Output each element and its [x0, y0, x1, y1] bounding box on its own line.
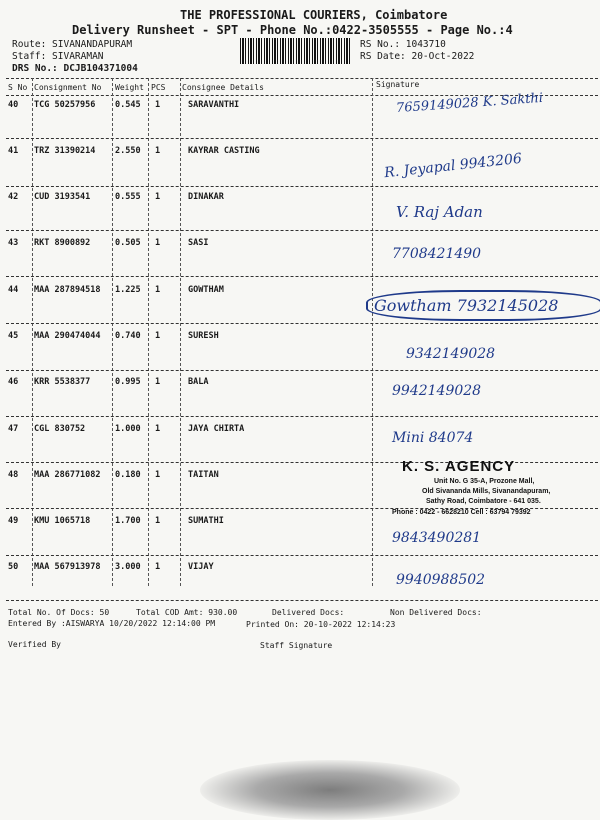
signature-row-44: Gowtham 7932145028	[366, 290, 600, 321]
row-rule	[6, 370, 598, 371]
row-pcs: 1	[155, 470, 161, 480]
total-docs: Total No. Of Docs: 50	[8, 608, 110, 617]
row-consignee: SASI	[188, 238, 209, 248]
route-label: Route: SIVANANDAPURAM	[12, 39, 133, 50]
row-sno: 46	[8, 377, 19, 387]
row-weight: 0.505	[115, 238, 141, 248]
row-rule	[6, 276, 598, 277]
row-consignee: GOWTHAM	[188, 285, 224, 295]
staff-signature: Staff Signature	[260, 641, 333, 650]
drs-number: DRS No.: DCJB104371004	[12, 63, 138, 74]
col-sno: S No	[8, 83, 28, 92]
row-sno: 47	[8, 424, 19, 434]
table-row	[0, 562, 600, 608]
row-sno: 40	[8, 100, 19, 110]
row-weight: 1.700	[115, 516, 141, 526]
signature-row-49: 9843490281	[392, 530, 482, 546]
col-pcs: PCS	[151, 83, 166, 92]
signature-row-50: 9940988502	[396, 572, 486, 588]
row-weight: 0.180	[115, 470, 141, 480]
signature-row-46: 9942149028	[392, 383, 482, 399]
row-pcs: 1	[155, 238, 161, 248]
row-pcs: 1	[155, 285, 161, 295]
row-consignee: JAYA CHIRTA	[188, 424, 245, 434]
row-pcs: 1	[155, 146, 161, 156]
stamp-address-line: Sathy Road, Coimbatore - 641 035.	[426, 498, 541, 505]
stamp-address-line: Old Sivananda Mills, Sivanandapuram,	[422, 488, 551, 495]
signature-row-42: V. Raj Adan	[396, 203, 483, 221]
row-consignment: TRZ 31390214	[34, 146, 96, 156]
table-row	[0, 192, 600, 238]
row-pcs: 1	[155, 377, 161, 387]
barcode-icon	[240, 38, 352, 64]
row-rule	[6, 416, 598, 417]
non-delivered-docs: Non Delivered Docs:	[390, 608, 482, 617]
row-sno: 42	[8, 192, 19, 202]
row-weight: 2.550	[115, 146, 141, 156]
row-rule	[6, 186, 598, 187]
row-sno: 44	[8, 285, 19, 295]
table-top-rule	[6, 78, 598, 79]
row-consignment: CUD 3193541	[34, 192, 91, 202]
row-sno: 43	[8, 238, 19, 248]
row-weight: 0.740	[115, 331, 141, 341]
signature-row-47: Mini 84074	[392, 430, 474, 446]
row-sno: 49	[8, 516, 19, 526]
signature-row-40: 7659149028 K. Sakthi	[395, 90, 544, 117]
row-pcs: 1	[155, 516, 161, 526]
row-weight: 0.545	[115, 100, 141, 110]
row-sno: 45	[8, 331, 19, 341]
row-consignee: KAYRAR CASTING	[188, 146, 260, 156]
row-sno: 48	[8, 470, 19, 480]
row-pcs: 1	[155, 192, 161, 202]
table-row	[0, 238, 600, 284]
row-consignment: RKT 8900892	[34, 238, 91, 248]
rs-number: RS No.: 1043710	[360, 39, 446, 50]
row-sno: 41	[8, 146, 19, 156]
row-rule	[6, 230, 598, 231]
row-consignee: SURESH	[188, 331, 219, 341]
signature-row-45: 9342149028	[406, 346, 496, 362]
row-consignment: CGL 830752	[34, 424, 86, 434]
agency-stamp	[382, 454, 578, 536]
printed-on: Printed On: 20-10-2022 12:14:23	[246, 620, 396, 629]
row-rule	[6, 555, 598, 556]
company-title: THE PROFESSIONAL COURIERS, Coimbatore	[180, 8, 448, 22]
row-consignment: MAA 286771082	[34, 470, 101, 480]
col-signature: Signature	[376, 80, 420, 89]
staff-label: Staff: SIVARAMAN	[12, 51, 104, 62]
entered-by: Entered By :AISWARYA 10/20/2022 12:14:00 PM	[8, 619, 216, 628]
row-weight: 1.225	[115, 285, 141, 295]
signature-row-41: R. Jeyapal 9943206	[383, 150, 523, 182]
delivered-docs: Delivered Docs:	[272, 608, 345, 617]
row-rule	[6, 138, 598, 139]
row-consignment: MAA 287894518	[34, 285, 101, 295]
row-pcs: 1	[155, 331, 161, 341]
row-rule	[6, 323, 598, 324]
table-bottom-rule	[6, 600, 598, 601]
scan-smudge	[200, 760, 460, 820]
row-consignee: TAITAN	[188, 470, 219, 480]
row-pcs: 1	[155, 100, 161, 110]
row-weight: 0.555	[115, 192, 141, 202]
row-consignee: SUMATHI	[188, 516, 224, 526]
row-weight: 3.000	[115, 562, 141, 572]
col-consignee: Consignee Details	[182, 83, 264, 92]
row-consignment: KMU 1065718	[34, 516, 91, 526]
row-weight: 1.000	[115, 424, 141, 434]
signature-row-43: 7708421490	[392, 246, 482, 262]
row-consignment: MAA 567913978	[34, 562, 101, 572]
row-consignment: TCG 50257956	[34, 100, 96, 110]
row-sno: 50	[8, 562, 19, 572]
col-weight: Weight	[115, 83, 144, 92]
row-pcs: 1	[155, 424, 161, 434]
rs-date: RS Date: 20-Oct-2022	[360, 51, 475, 62]
verified-by: Verified By	[8, 640, 61, 649]
stamp-address-line: Unit No. G 35-A, Prozone Mall,	[434, 478, 535, 485]
row-consignment: KRR 5538377	[34, 377, 91, 387]
total-cod: Total COD Amt: 930.00	[136, 608, 238, 617]
row-consignee: SARAVANTHI	[188, 100, 240, 110]
row-weight: 0.995	[115, 377, 141, 387]
row-consignee: DINAKAR	[188, 192, 224, 202]
row-consignee: BALA	[188, 377, 209, 387]
col-consignment: Consignment No	[34, 83, 102, 92]
stamp-phone-line: Phone : 0422 - 6628210 Cell : 63794 79392	[392, 509, 531, 516]
stamp-agency-name: K. S. AGENCY	[402, 458, 516, 475]
row-consignment: MAA 290474044	[34, 331, 101, 341]
runsheet-subtitle: Delivery Runsheet - SPT - Phone No.:0422-3505555 - Page No.:4	[72, 23, 513, 37]
row-pcs: 1	[155, 562, 161, 572]
row-consignee: VIJAY	[188, 562, 214, 572]
